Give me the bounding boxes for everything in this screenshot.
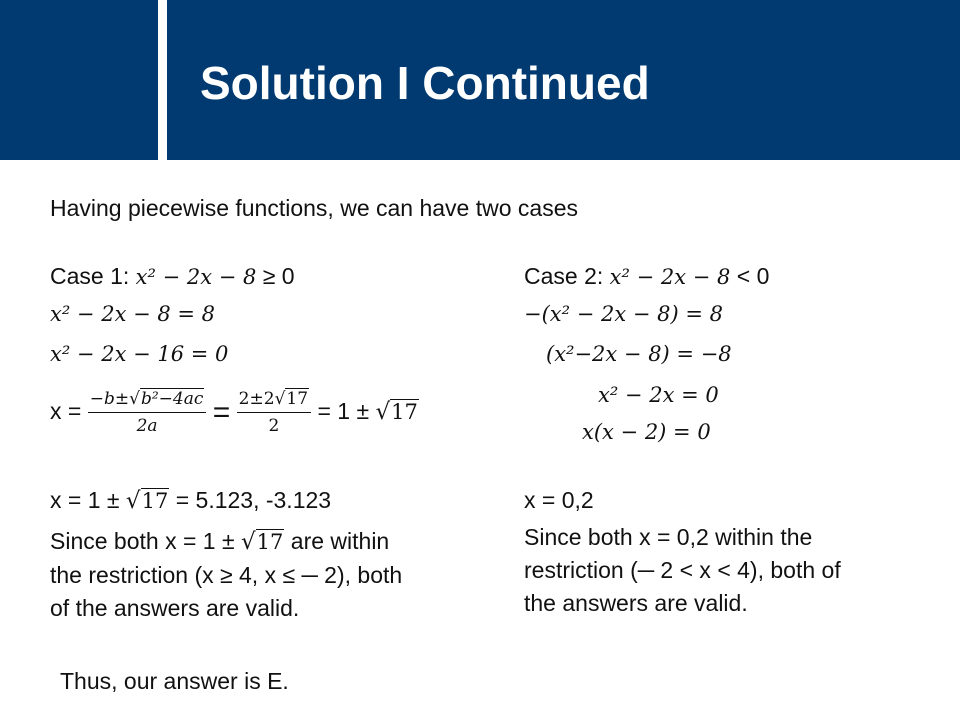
case2-equation-3: x² − 2x = 0 bbox=[598, 383, 719, 407]
quadratic-lhs: x = bbox=[50, 398, 82, 424]
header-bar-left bbox=[0, 0, 158, 160]
radical-icon: √ bbox=[274, 389, 286, 410]
quadratic-radical bbox=[129, 388, 204, 410]
quadratic-rhs-radical bbox=[375, 378, 418, 445]
case1-result-values: = 5.123, -3.123 bbox=[175, 487, 332, 513]
radical-icon: √ bbox=[125, 488, 141, 514]
case2-relation: < 0 bbox=[736, 263, 770, 289]
case2-result: x = 0,2 bbox=[524, 487, 594, 513]
quadratic-rhs-radicand: 17 bbox=[391, 400, 418, 424]
slide-title: Solution I Continued bbox=[200, 57, 650, 109]
case2-equation-4: x(x − 2) = 0 bbox=[582, 420, 711, 444]
substituted-fraction-denominator: 2 bbox=[268, 416, 280, 437]
quadratic-equals-sign: = bbox=[212, 395, 231, 429]
case1-heading bbox=[50, 262, 295, 291]
substituted-fraction-numerator bbox=[237, 388, 311, 413]
case2-condition: x² − 2x − 8 bbox=[609, 265, 731, 289]
case2-equation-1: −(x² − 2x − 8) = 8 bbox=[524, 302, 724, 326]
case1-label: Case 1: bbox=[50, 263, 130, 289]
quadratic-fraction-numerator bbox=[88, 388, 207, 413]
case1-result-radical bbox=[126, 486, 169, 515]
case1-validity-radicand: 17 bbox=[256, 530, 284, 554]
case1-result-prefix: x = 1 ± bbox=[50, 487, 120, 513]
case1-result bbox=[50, 486, 331, 515]
case2-validity-text bbox=[524, 521, 954, 620]
radical-icon: √ bbox=[241, 529, 256, 555]
case2-validity-line-2: restriction (─ 2 < x < 4), both of bbox=[524, 557, 841, 583]
substituted-radicand: 17 bbox=[286, 389, 309, 410]
substituted-numerator-prefix: 2±2 bbox=[238, 389, 275, 410]
case2-equation-2: (x²−2x − 8) = −8 bbox=[546, 342, 732, 366]
case1-validity-line-3: of the answers are valid. bbox=[50, 595, 300, 621]
case1-equation-1: x² − 2x − 8 = 8 bbox=[50, 302, 216, 326]
quadratic-radicand: b²−4ac bbox=[140, 389, 204, 410]
quadratic-rhs-text: = 1 ± bbox=[317, 398, 370, 424]
case1-validity-text bbox=[50, 525, 500, 625]
substituted-fraction bbox=[237, 388, 311, 437]
case1-relation: ≥ 0 bbox=[262, 263, 295, 289]
case2-validity-line-1: Since both x = 0,2 within the bbox=[524, 524, 813, 550]
radical-icon: √ bbox=[375, 399, 391, 425]
quadratic-formula-line bbox=[50, 378, 419, 446]
case1-validity-line-2: the restriction (x ≥ 4, x ≤ ─ 2), both bbox=[50, 562, 403, 588]
quadratic-numerator-prefix: −b± bbox=[89, 389, 130, 410]
case1-validity-suffix: are within bbox=[290, 528, 390, 554]
radical-icon: √ bbox=[129, 389, 140, 410]
intro-text: Having piecewise functions, we can have two cases bbox=[50, 195, 579, 221]
quadratic-fraction bbox=[88, 388, 207, 437]
case2-validity-line-3: the answers are valid. bbox=[524, 590, 748, 616]
case1-validity-prefix: Since both x = 1 ± bbox=[50, 528, 235, 554]
case1-condition: x² − 2x − 8 bbox=[135, 265, 257, 289]
conclusion-text: Thus, our answer is E. bbox=[60, 668, 289, 694]
substituted-radical bbox=[275, 388, 309, 410]
case2-heading bbox=[524, 262, 769, 291]
quadratic-fraction-denominator: 2a bbox=[136, 416, 158, 437]
case1-result-radicand: 17 bbox=[141, 489, 169, 513]
case1-validity-radical bbox=[241, 525, 284, 559]
case1-equation-2: x² − 2x − 16 = 0 bbox=[50, 342, 229, 366]
case2-label: Case 2: bbox=[524, 263, 604, 289]
case1-validity-line-1 bbox=[50, 525, 500, 559]
